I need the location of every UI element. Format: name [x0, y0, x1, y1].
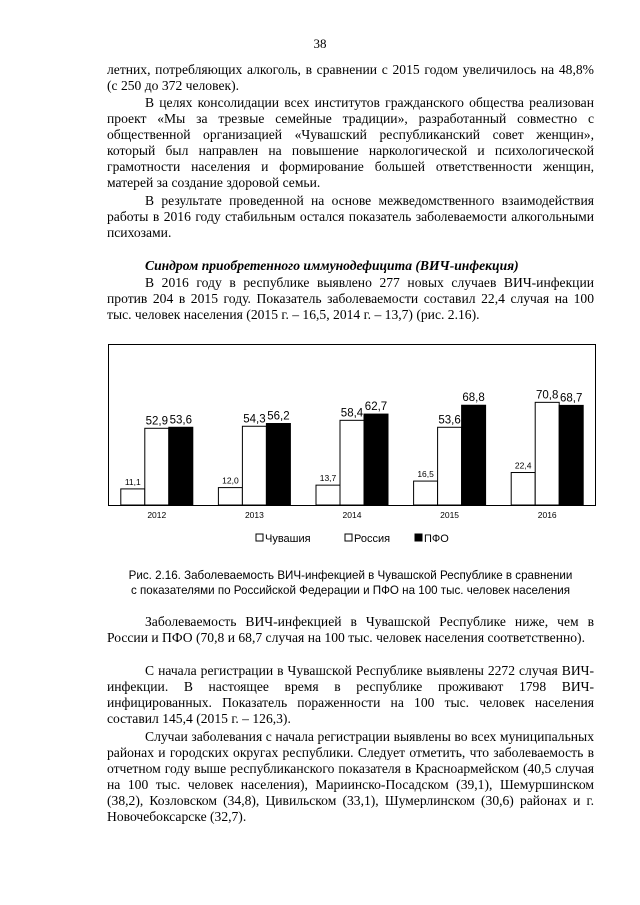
data-label-ПФО-2016: 68,7	[560, 392, 583, 405]
x-tick-label-2012: 2012	[147, 510, 167, 520]
paragraph-districts: Случаи заболевания с начала регистрации выявлены во всех муниципальных районах и городских округах республики. Следует отметить, что заболеваемость в отчетном году выше республиканского показателя в Красноармейском (40,5 случая на 100 тыс. человек населения), Мариинско-Посадском (39,1), Шемуршинском (38,2), Козловском (34,8), Цивильском (33,1), Шумерлинском (30,6) районах и г. Новочебоксарске (32,7).	[107, 729, 594, 824]
caption-line-2: с показателями по Российской Федерации и ПФО на 100 тыс. человек населения	[131, 584, 570, 597]
bar-Россия-2015	[438, 427, 462, 505]
bar-ПФО-2013	[266, 424, 290, 505]
x-tick-label-2014: 2014	[342, 510, 362, 520]
bar-Россия-2013	[242, 426, 266, 505]
x-tick-label-2015: 2015	[440, 510, 460, 520]
bar-Россия-2014	[340, 420, 364, 505]
data-label-ПФО-2012: 53,6	[169, 414, 192, 427]
caption-line-1: Рис. 2.16. Заболеваемость ВИЧ-инфекцией в Чувашской Республике в сравнении	[128, 569, 573, 582]
figure-caption	[107, 568, 594, 598]
bar-ПФО-2012	[169, 427, 193, 505]
bar-ПФО-2014	[364, 414, 388, 505]
data-label-Чувашия-2015: 16,5	[417, 469, 434, 480]
data-label-Россия-2013: 54,3	[243, 413, 266, 426]
data-label-Чувашия-2014: 13,7	[319, 473, 337, 484]
data-label-Чувашия-2016: 22,4	[514, 460, 532, 471]
page-number: 38	[313, 36, 327, 51]
bar-Россия-2016	[535, 402, 559, 505]
data-label-Россия-2015: 53,6	[438, 414, 461, 427]
data-label-Чувашия-2012: 11,1	[124, 476, 141, 487]
chart-svg	[108, 332, 598, 562]
legend-label-Россия: Россия	[354, 533, 391, 545]
paragraph-hiv-intro: В 2016 году в республике выявлено 277 новых случаев ВИЧ-инфекции против 204 в 2015 году. Показатель заболеваемости составил 22,4 случая на 100 тыс. человек населения (2015 г. – 16,5, 2014 г. – 13,7) (рис. 2.16).	[107, 275, 594, 322]
bar-Чувашия-2012	[121, 489, 145, 505]
data-label-Россия-2016: 70,8	[536, 389, 559, 402]
hiv-incidence-chart	[108, 332, 598, 562]
legend-label-Чувашия: Чувашия	[265, 533, 311, 545]
bar-Чувашия-2016	[511, 473, 535, 505]
data-label-Россия-2014: 58,4	[340, 407, 364, 420]
legend-swatch-ПФО	[415, 534, 422, 541]
section-heading-hiv: Синдром приобретенного иммунодефицита (ВИЧ-инфекция)	[145, 258, 519, 273]
paragraph-comparison: Заболеваемость ВИЧ-инфекцией в Чувашской Республике ниже, чем в России и ПФО (70,8 и 68,7 случая на 100 тыс. человек населения соответственно).	[107, 614, 594, 645]
data-label-ПФО-2013: 56,2	[267, 410, 290, 423]
paragraph-registration: С начала регистрации в Чувашской Республике выявлены 2272 случая ВИЧ-инфекции. В настоящее время в республике проживают 1798 ВИЧ-инфицированных. Показатель пораженности на 100 тыс. человек населения составил 145,4 (2015 г. – 126,3).	[107, 663, 594, 726]
bar-Чувашия-2013	[218, 488, 242, 505]
bar-ПФО-2016	[559, 405, 583, 505]
bar-Россия-2012	[145, 428, 169, 505]
bar-Чувашия-2014	[316, 485, 340, 505]
x-tick-label-2013: 2013	[244, 510, 264, 520]
data-label-Россия-2012: 52,9	[145, 415, 168, 428]
data-label-ПФО-2014: 62,7	[364, 401, 388, 414]
paragraph-alcohol-stats: летних, потребляющих алкоголь, в сравнении с 2015 годом увеличилось на 48,8% (с 250 до 372 человек).	[107, 62, 594, 93]
paragraph-project: В целях консолидации всех институтов гражданского общества реализован проект «Мы за трезвые семейные традиции», разработанный совместно с общественной организацией «Чувашский республиканский совет женщин», который был направлен на повышение наркологической и психологической грамотности населения и формирование большей ответственности женщин, матерей за создание здоровой семьи.	[107, 95, 594, 190]
bar-ПФО-2015	[462, 405, 486, 505]
paragraph-psychoses: В результате проведенной на основе межведомственного взаимодействия работы в 2016 году стабильным остался показатель заболеваемости алкогольными психозами.	[107, 193, 594, 240]
data-label-ПФО-2015: 68,8	[462, 392, 485, 405]
legend-swatch-Чувашия	[256, 534, 263, 541]
x-tick-label-2016: 2016	[537, 510, 557, 520]
legend-swatch-Россия	[345, 534, 352, 541]
legend-label-ПФО: ПФО	[424, 533, 449, 545]
data-label-Чувашия-2013: 12,0	[222, 475, 239, 486]
bar-Чувашия-2015	[414, 481, 438, 505]
